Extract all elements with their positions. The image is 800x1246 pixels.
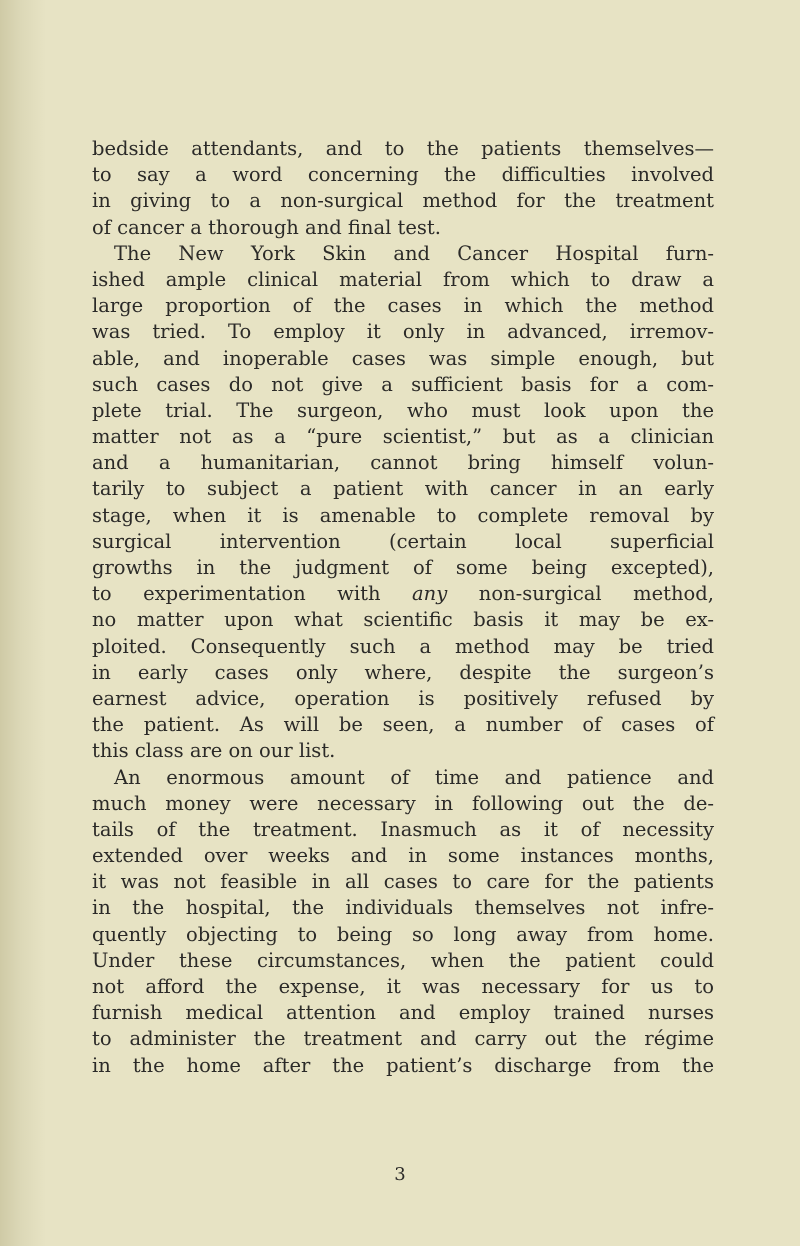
- page-edge-shadow: [0, 0, 46, 1246]
- text-line: in the hospital, the individuals themselves not infre-: [92, 896, 714, 920]
- text-line: not afford the expense, it was necessary for us to: [92, 975, 714, 998]
- text-line: in giving to a non-surgical method for the treatment: [92, 189, 714, 213]
- text-line: able, and inoperable cases was simple enough, but: [92, 346, 714, 370]
- text-fragment: to experimentation with: [92, 582, 381, 606]
- text-line: tarily to subject a patient with cancer in an early: [92, 477, 714, 501]
- text-line: ished ample clinical material from which to draw a: [92, 267, 714, 291]
- text-line: this class are on our list.: [92, 739, 336, 763]
- text-line: was tried. To employ it only in advanced, irremov-: [92, 320, 714, 344]
- text-line-with-emphasis: [92, 581, 714, 607]
- text-line: to say a word concerning the difficulties involved: [92, 163, 714, 187]
- text-line: tails of the treatment. Inasmuch as it of necessity: [92, 817, 714, 841]
- text-line: matter not as a “pure scientist,” but as a clinician: [92, 425, 714, 449]
- text-line: such cases do not give a sufficient basis for a com-: [92, 372, 714, 396]
- text-line: it was not feasible in all cases to care for the patients: [92, 870, 714, 894]
- text-line: Under these circumstances, when the patient could: [92, 948, 714, 972]
- text-line: The New York Skin and Cancer Hospital furn-: [114, 241, 714, 265]
- text-line: surgical intervention (certain local superficial: [92, 529, 714, 553]
- text-line: ploited. Consequently such a method may be tried: [92, 634, 714, 658]
- text-line: bedside attendants, and to the patients themselves—: [92, 137, 714, 160]
- text-line: to administer the treatment and carry out the régime: [92, 1027, 714, 1051]
- text-line: growths in the judgment of some being excepted),: [92, 556, 714, 579]
- text-line: earnest advice, operation is positively refused by: [92, 686, 714, 710]
- text-line: quently objecting to being so long away from home.: [92, 922, 714, 946]
- text-line: stage, when it is amenable to complete removal by: [92, 503, 714, 527]
- emphasized-word: any: [412, 582, 448, 606]
- text-line: and a humanitarian, cannot bring himself volun-: [92, 451, 714, 475]
- text-line: no matter upon what scientific basis it may be ex-: [92, 608, 714, 632]
- text-line: plete trial. The surgeon, who must look upon the: [92, 398, 714, 422]
- text-line: in the home after the patient’s discharge from the: [92, 1053, 714, 1077]
- text-line: in early cases only where, despite the surgeon’s: [92, 660, 714, 684]
- text-line: furnish medical attention and employ trained nurses: [92, 1001, 714, 1025]
- body-text: [92, 136, 714, 1079]
- page-number: 3: [394, 1164, 406, 1185]
- text-line: much money were necessary in following out the de-: [92, 791, 714, 815]
- text-line: extended over weeks and in some instances months,: [92, 844, 714, 868]
- text-line: the patient. As will be seen, a number of cases of: [92, 713, 714, 737]
- text-line: of cancer a thorough and final test.: [92, 215, 441, 239]
- text-line: large proportion of the cases in which the method: [92, 294, 714, 318]
- text-fragment: non-surgical method,: [478, 582, 714, 606]
- text-line: An enormous amount of time and patience and: [114, 765, 714, 789]
